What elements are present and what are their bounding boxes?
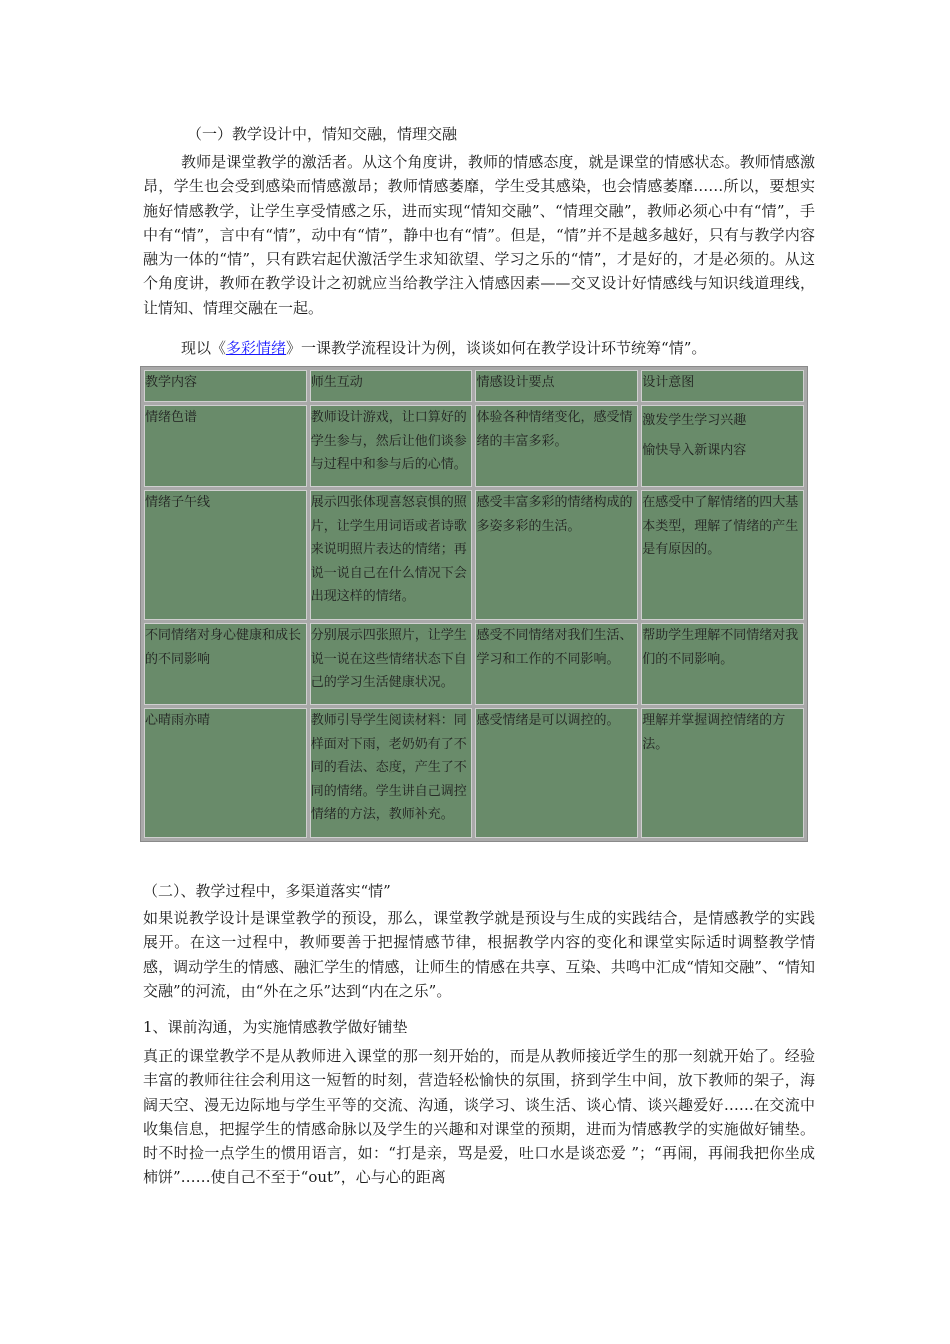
table-row <box>144 623 804 705</box>
table-cell: 心晴雨亦晴 <box>144 708 307 838</box>
lesson-design-table <box>140 366 808 842</box>
table-cell: 感受情绪是可以调控的。 <box>475 708 638 838</box>
lesson-title-link[interactable]: 多彩情绪 <box>226 339 287 357</box>
table-header-row <box>144 370 804 402</box>
table-cell: 在感受中了解情绪的四大基本类型，理解了情绪的产生是有原因的。 <box>641 490 804 620</box>
table-cell: 帮助学生理解不同情绪对我们的不同影响。 <box>641 623 804 705</box>
table-cell: 感受不同情绪对我们生活、学习和工作的不同影响。 <box>475 623 638 705</box>
table-header-cell: 师生互动 <box>310 370 473 402</box>
section1-intro <box>143 336 815 360</box>
table-cell: 感受丰富多彩的情绪构成的多姿多彩的生活。 <box>475 490 638 620</box>
table-cell: 体验各种情绪变化，感受情绪的丰富多彩。 <box>475 405 638 487</box>
table-cell: 激发学生学习兴趣 愉快导入新课内容 <box>641 405 804 487</box>
table-header-cell: 情感设计要点 <box>475 370 638 402</box>
section2-heading: （二）、教学过程中，多渠道落实“情” <box>143 882 391 900</box>
table-row <box>144 708 804 838</box>
table-cell: 情绪色谱 <box>144 405 307 487</box>
section2-subheading: 1、课前沟通，为实施情感教学做好铺垫 <box>143 1018 408 1036</box>
table-cell: 教师引导学生阅读材料：同样面对下雨，老奶奶有了不同的看法、态度，产生了不同的情绪。学生讲自己调控情绪的方法，教师补充。 <box>310 708 473 838</box>
table-cell: 理解并掌握调控情绪的方法。 <box>641 708 804 838</box>
table-cell: 分别展示四张照片，让学生说一说在这些情绪状态下自己的学习生活健康状况。 <box>310 623 473 705</box>
section2-subparagraph: 真正的课堂教学不是从教师进入课堂的那一刻开始的，而是从教师接近学生的那一刻就开始了。经验丰富的教师往往会利用这一短暂的时刻，营造轻松愉快的氛围，挤到学生中间，放下教师的架子，海阔天空、漫无边际地与学生平等的交流、沟通，谈学习、谈生活、谈心情、谈兴趣爱好……在交流中收集信息，把握学生的情感命脉以及学生的兴趣和对课堂的预期，进而为情感教学的实施做好铺垫。时不时捡一点学生的惯用语言，如：“打是亲，骂是爱，吐口水是谈恋爱 ”；“再闹，再闹我把你坐成柿饼”……使自己不至于“out”，心与心的距离 <box>143 1047 815 1187</box>
table-row <box>144 490 804 620</box>
table-cell: 展示四张体现喜怒哀惧的照片，让学生用词语或者诗歌来说明照片表达的情绪；再说一说自己在什么情况下会出现这样的情绪。 <box>310 490 473 620</box>
section2-paragraph: 如果说教学设计是课堂教学的预设，那么，课堂教学就是预设与生成的实践结合，是情感教学的实践展开。在这一过程中，教师要善于把握情感节律，根据教学内容的变化和课堂实际适时调整教学情感，调动学生的情感、融汇学生的情感，让师生的情感在共享、互染、共鸣中汇成“情知交融”、“情知交融”的河流，由“外在之乐”达到“内在之乐”。 <box>143 909 815 1000</box>
table-cell: 情绪子午线 <box>144 490 307 620</box>
intro-after: 》一课教学流程设计为例，谈谈如何在教学设计环节统筹“情”。 <box>286 339 707 357</box>
table-row <box>144 405 804 487</box>
intro-before: 现以《 <box>181 339 227 357</box>
table-header-cell: 教学内容 <box>144 370 307 402</box>
section1-heading: （一）教学设计中，情知交融，情理交融 <box>187 125 458 143</box>
table-header-cell: 设计意图 <box>641 370 804 402</box>
section1-paragraph: 教师是课堂教学的激活者。从这个角度讲，教师的情感态度，就是课堂的情感状态。教师情感激昂，学生也会受到感染而情感激昂；教师情感萎靡，学生受其感染，也会情感萎靡……所以，要想实施好情感教学，让学生享受情感之乐，进而实现“情知交融”、“情理交融”，教师必须心中有“情”，手中有“情”，言中有“情”，动中有“情”，静中也有“情”。但是，“情”并不是越多越好，只有与教学内容融为一体的“情”，只有跌宕起伏激活学生求知欲望、学习之乐的“情”，才是好的，才是必须的。从这个角度讲，教师在教学设计之初就应当给教学注入情感因素——交叉设计好情感线与知识线道理线，让情知、情理交融在一起。 <box>143 153 815 317</box>
table-cell: 不同情绪对身心健康和成长的不同影响 <box>144 623 307 705</box>
table-cell: 教师设计游戏，让口算好的学生参与，然后让他们谈参与过程中和参与后的心情。 <box>310 405 473 487</box>
